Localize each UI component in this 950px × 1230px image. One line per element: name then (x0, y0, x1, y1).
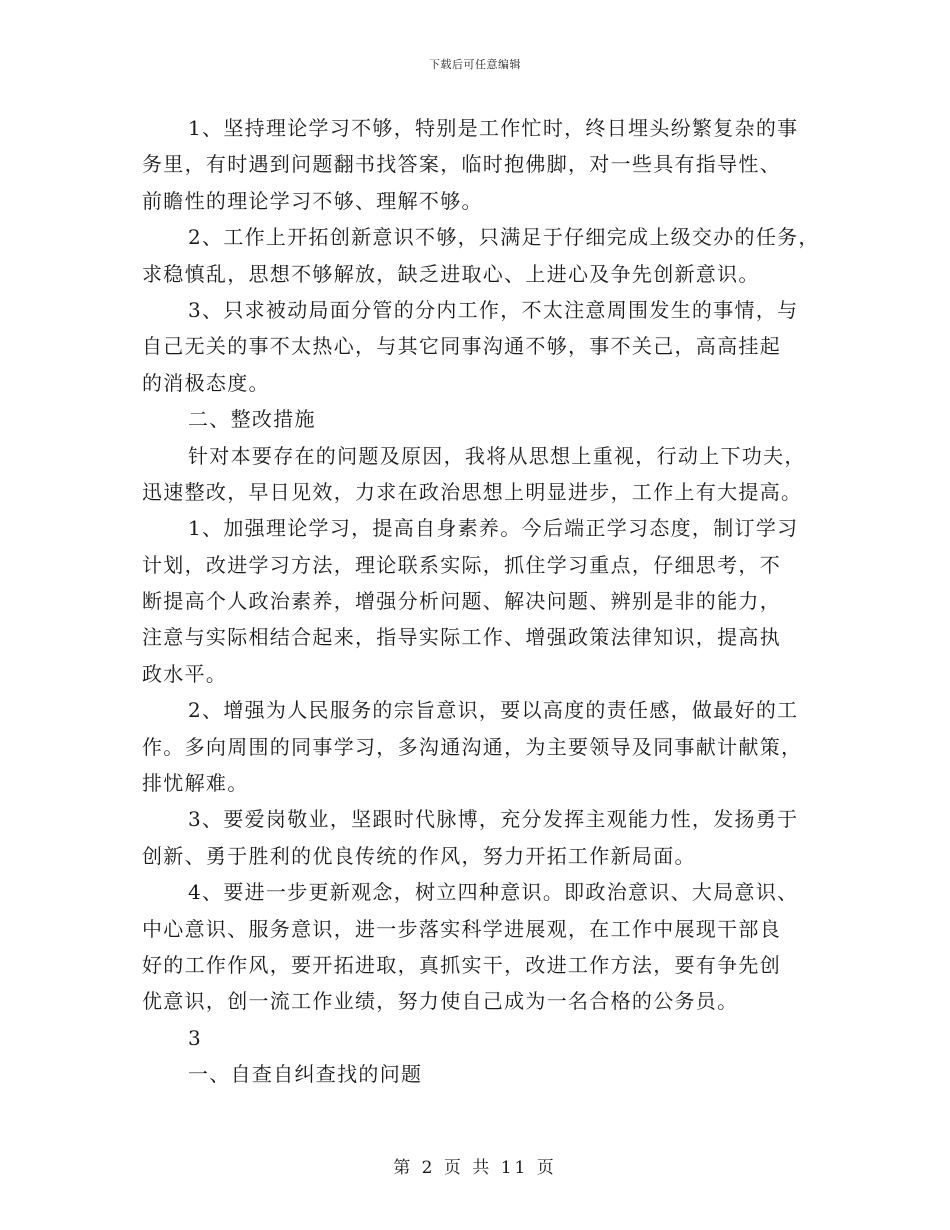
text-line: 创新、勇于胜利的优良传统的作风，努力开拓工作新局面。 (142, 843, 696, 868)
text-line: 前瞻性的理论学习不够、理解不够。 (142, 188, 483, 213)
text-line: 2、增强为人民服务的宗旨意识，要以高度的责任感，做最好的工 (188, 698, 799, 723)
text-line: 4、要进一步更新观念，树立四种意识。即政治意识、大局意识、 (188, 880, 799, 905)
text-line: 3、要爱岗敬业，坚跟时代脉博，充分发挥主观能力性，发扬勇于 (188, 807, 799, 832)
page-number-footer: 第 2 页 共 11 页 (393, 1158, 557, 1178)
document-body (142, 110, 818, 1093)
text-line: 务里，有时遇到问题翻书找答案，临时抱佛脚，对一些具有指导性、 (142, 152, 781, 177)
text-line: 3 (188, 1025, 203, 1050)
page-header: 下载后可任意编辑 (429, 58, 521, 71)
text-line: 作。多向周围的同事学习，多沟通沟通，为主要领导及同事献计献策， (142, 734, 803, 759)
text-line: 一、自查自纠查找的问题 (188, 1062, 423, 1087)
text-line: 迅速整改，早日见效，力求在政治思想上明显进步，工作上有大提高。 (142, 479, 803, 504)
text-line: 二、整改措施 (188, 407, 316, 432)
text-line: 1、坚持理论学习不够，特别是工作忙时，终日埋头纷繁复杂的事 (188, 116, 799, 140)
text-line: 断提高个人政治素养，增强分析问题、解决问题、辨别是非的能力， (142, 589, 781, 614)
text-line: 2、工作上开拓创新意识不够，只满足于仔细完成上级交办的任务， (188, 225, 820, 250)
text-line: 1、加强理论学习，提高自身素养。今后端正学习态度，制订学习 (188, 516, 799, 541)
text-line: 排忧解难。 (142, 771, 249, 796)
text-line: 3、只求被动局面分管的分内工作，不太注意周围发生的事情，与 (188, 297, 799, 322)
text-line: 计划，改进学习方法，理论联系实际，抓住学习重点，仔细思考，不 (142, 552, 781, 577)
text-line: 的消极态度。 (142, 370, 270, 395)
text-line: 中心意识、服务意识，进一步落实科学进展观，在工作中展现干部良 (142, 916, 781, 941)
text-line: 自己无关的事不太热心，与其它同事沟通不够，事不关己，高高挂起 (142, 334, 781, 359)
text-line: 好的工作作风，要开拓进取，真抓实干，改进工作方法，要有争先创 (142, 952, 781, 977)
text-line: 求稳慎乱，思想不够解放，缺乏进取心、上进心及争先创新意识。 (142, 261, 760, 286)
text-line: 针对本要存在的问题及原因，我将从思想上重视，行动上下功夫， (188, 443, 806, 468)
text-line: 政水平。 (142, 661, 228, 686)
text-line: 优意识，创一流工作业绩，努力使自己成为一名合格的公务员。 (142, 989, 739, 1014)
text-line: 注意与实际相结合起来，指导实际工作、增强政策法律知识，提高执 (142, 625, 781, 650)
